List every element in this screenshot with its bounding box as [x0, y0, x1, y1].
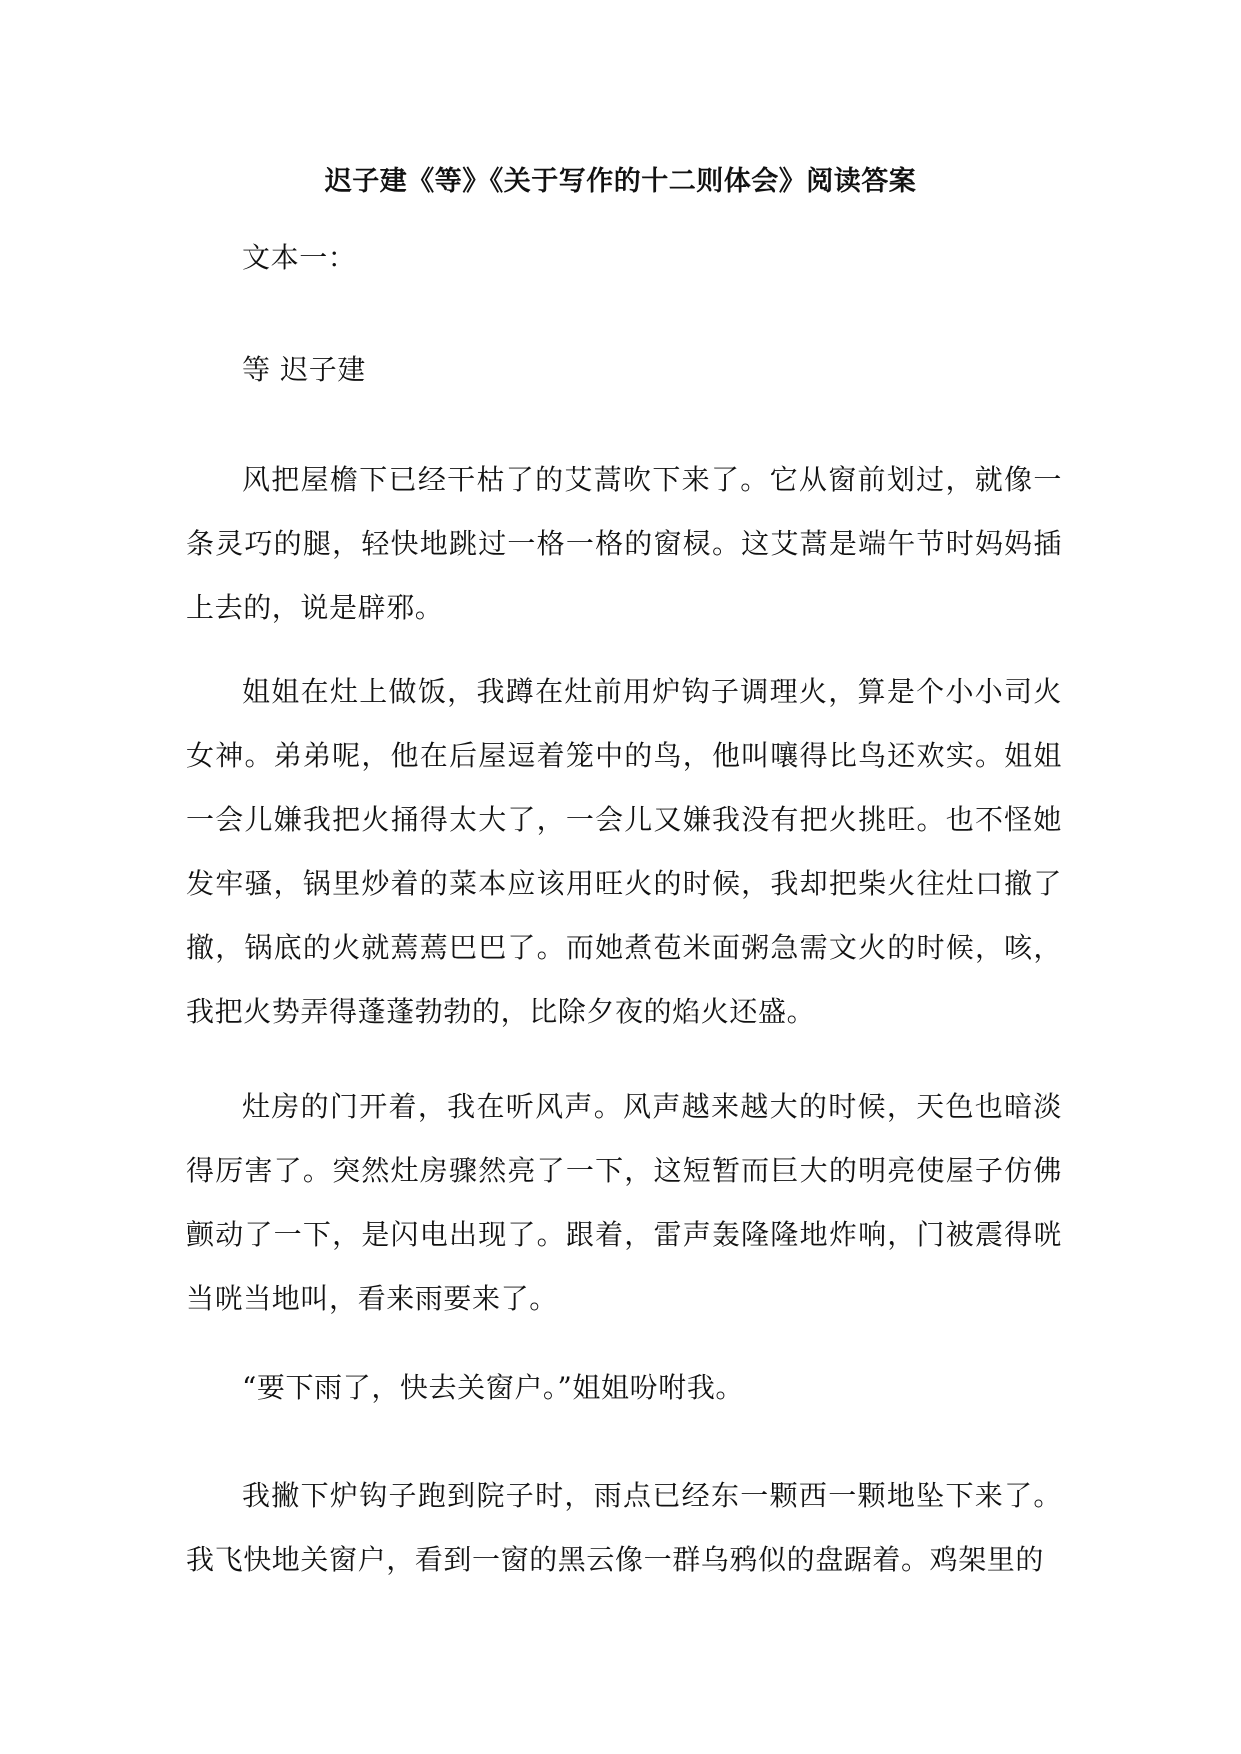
article-heading: 等 迟子建 — [242, 353, 366, 386]
section-label: 文本一： — [242, 241, 357, 274]
paragraph: “要下雨了，快去关窗户。”姐姐吩咐我。 — [242, 1371, 745, 1404]
paragraph: 灶房的门开着，我在听风声。风声越来越大的时候，天色也暗淡得厉害了。突然灶房骤然亮了一下，这短暂而巨大的明亮使屋子仿佛颤动了一下，是闪电出现了。跟着，雷声轰隆隆地炸响，门被震得咣当咣当地叫，看来雨要来了。 — [186, 1090, 1062, 1315]
paragraph: 风把屋檐下已经干枯了的艾蒿吹下来了。它从窗前划过，就像一条灵巧的腿，轻快地跳过一格一格的窗棂。这艾蒿是端午节时妈妈插上去的，说是辟邪。 — [186, 463, 1062, 624]
paragraph: 姐姐在灶上做饭，我蹲在灶前用炉钩子调理火，算是个小小司火女神。弟弟呢，他在后屋逗着笼中的鸟，他叫嚷得比鸟还欢实。姐姐一会儿嫌我把火捅得太大了，一会儿又嫌我没有把火挑旺。也不怪她发牢骚，锅里炒着的菜本应该用旺火的时候，我却把柴火往灶口撤了撤，锅底的火就蔫蔫巴巴了。而她煮苞米面粥急需文火的时候，咳，我把火势弄得蓬蓬勃勃的，比除夕夜的焰火还盛。 — [186, 675, 1062, 1028]
paragraph: 我撇下炉钩子跑到院子时，雨点已经东一颗西一颗地坠下来了。我飞快地关窗户，看到一窗的黑云像一群乌鸦似的盘踞着。鸡架里的 — [186, 1479, 1062, 1576]
page-title: 迟子建《等》《关于写作的十二则体会》阅读答案 — [324, 166, 917, 197]
